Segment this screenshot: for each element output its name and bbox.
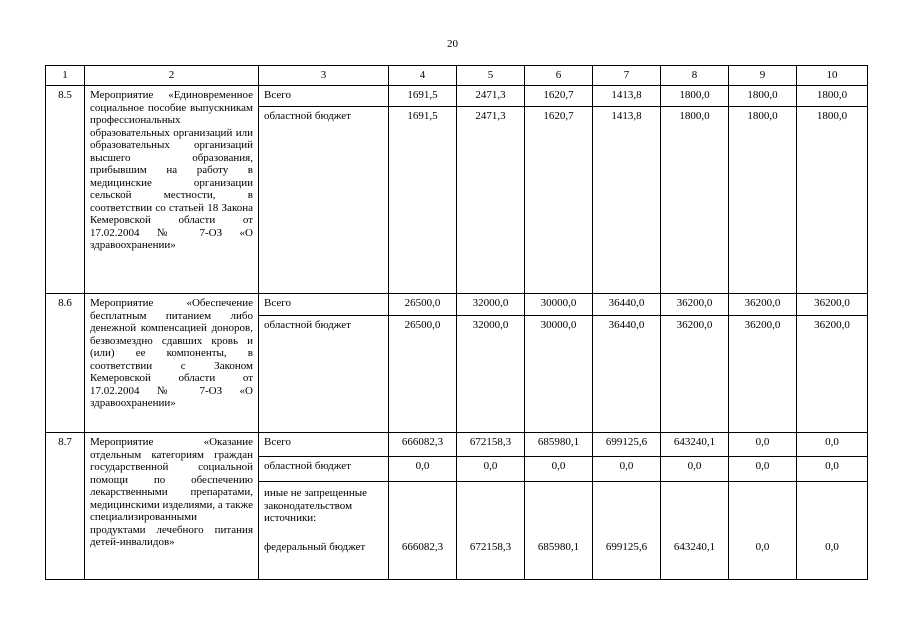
value-cell: 36200,0: [797, 316, 868, 433]
value-cell: 36440,0: [593, 294, 661, 316]
value-cell: 0,0: [389, 457, 457, 482]
column-header: 7: [593, 66, 661, 86]
column-header: 8: [661, 66, 729, 86]
value-text: 685980,1: [537, 540, 580, 553]
measure-name-text: Мероприятие «Единовременное социальное пособие выпускникам профессиональных образовательных организаций или образовательных организаций высшего образования, прибывшим на работу в медицинские организации сельской местности, в соответствии со статьей 18 Закона Кемеровской области от 17.02.2004 № 7-ОЗ «О здравоохранении»: [90, 89, 253, 251]
value-cell: 36200,0: [661, 316, 729, 433]
funding-source: Всего: [259, 433, 389, 457]
funding-source: областной бюджет: [259, 107, 389, 294]
value-cell: [457, 482, 525, 580]
value-text: 643240,1: [673, 540, 716, 553]
value-cell: 1800,0: [797, 107, 868, 294]
value-cell: 36440,0: [593, 316, 661, 433]
value-cell: 0,0: [593, 457, 661, 482]
value-cell: 1800,0: [729, 86, 797, 107]
column-header: 3: [259, 66, 389, 86]
funding-source: областной бюджет: [259, 316, 389, 433]
value-cell: 1800,0: [797, 86, 868, 107]
value-cell: 1413,8: [593, 107, 661, 294]
row-number: 8.6: [46, 294, 85, 433]
column-header: 5: [457, 66, 525, 86]
value-cell: [593, 482, 661, 580]
value-cell: 30000,0: [525, 294, 593, 316]
column-header: 9: [729, 66, 797, 86]
value-cell: 1800,0: [661, 86, 729, 107]
funding-source-group: [259, 482, 389, 580]
value-text: 0,0: [755, 540, 770, 553]
value-cell: 26500,0: [389, 294, 457, 316]
value-cell: 1620,7: [525, 107, 593, 294]
value-cell: 0,0: [797, 433, 868, 457]
value-text: 699125,6: [605, 540, 648, 553]
value-cell: 672158,3: [457, 433, 525, 457]
value-cell: [797, 482, 868, 580]
row-number: 8.7: [46, 433, 85, 580]
table-row: [46, 433, 868, 457]
value-cell: 699125,6: [593, 433, 661, 457]
program-table: [45, 65, 868, 580]
page-number: 20: [447, 38, 458, 50]
column-header: 2: [85, 66, 259, 86]
value-cell: 643240,1: [661, 433, 729, 457]
value-cell: 1800,0: [729, 107, 797, 294]
funding-source: областной бюджет: [259, 457, 389, 482]
column-header: 10: [797, 66, 868, 86]
value-cell: 0,0: [525, 457, 593, 482]
measure-name: [85, 433, 259, 580]
column-header: 1: [46, 66, 85, 86]
value-cell: 36200,0: [797, 294, 868, 316]
value-cell: [525, 482, 593, 580]
value-text: 0,0: [825, 540, 839, 553]
value-cell: 1800,0: [661, 107, 729, 294]
value-cell: 30000,0: [525, 316, 593, 433]
table-row: [46, 294, 868, 316]
value-cell: 1691,5: [389, 107, 457, 294]
value-cell: [389, 482, 457, 580]
measure-name: [85, 294, 259, 433]
value-cell: 1691,5: [389, 86, 457, 107]
value-cell: 0,0: [457, 457, 525, 482]
value-cell: 0,0: [797, 457, 868, 482]
value-cell: 32000,0: [457, 316, 525, 433]
value-cell: 2471,3: [457, 107, 525, 294]
measure-name-text: Мероприятие «Обеспечение бесплатным питанием либо денежной компенсацией доноров, безвозмездно сдавших кровь и (или) ее компоненты, в соответствии с Законом Кемеровской области от 17.02.2004 № 7-ОЗ «О здравоохранении»: [90, 297, 253, 409]
value-cell: 685980,1: [525, 433, 593, 457]
value-cell: 0,0: [729, 457, 797, 482]
value-cell: 666082,3: [389, 433, 457, 457]
value-cell: 1620,7: [525, 86, 593, 107]
value-cell: 0,0: [661, 457, 729, 482]
value-cell: 0,0: [729, 433, 797, 457]
value-cell: 36200,0: [729, 316, 797, 433]
value-cell: 36200,0: [661, 294, 729, 316]
federal-budget-label: федеральный бюджет: [264, 540, 366, 553]
value-cell: 1413,8: [593, 86, 661, 107]
column-header: 6: [525, 66, 593, 86]
table-header-row: [46, 66, 868, 86]
measure-name: [85, 86, 259, 294]
other-sources-label: иные не запрещенные законодательством источники:: [264, 487, 368, 524]
value-cell: [661, 482, 729, 580]
value-text: 672158,3: [469, 540, 512, 553]
value-text: 666082,3: [401, 540, 444, 553]
value-cell: 32000,0: [457, 294, 525, 316]
funding-source: Всего: [259, 86, 389, 107]
value-cell: 26500,0: [389, 316, 457, 433]
value-cell: [729, 482, 797, 580]
row-number: 8.5: [46, 86, 85, 294]
funding-source: Всего: [259, 294, 389, 316]
column-header: 4: [389, 66, 457, 86]
measure-name-text: Мероприятие «Оказание отдельным категориям граждан государственной социальной помощи по обеспечению лекарственными препаратами, медицинскими изделиями, а также специализированными продуктами лечебного питания детей-инвалидов»: [90, 436, 253, 548]
table-row: [46, 86, 868, 107]
value-cell: 36200,0: [729, 294, 797, 316]
value-cell: 2471,3: [457, 86, 525, 107]
